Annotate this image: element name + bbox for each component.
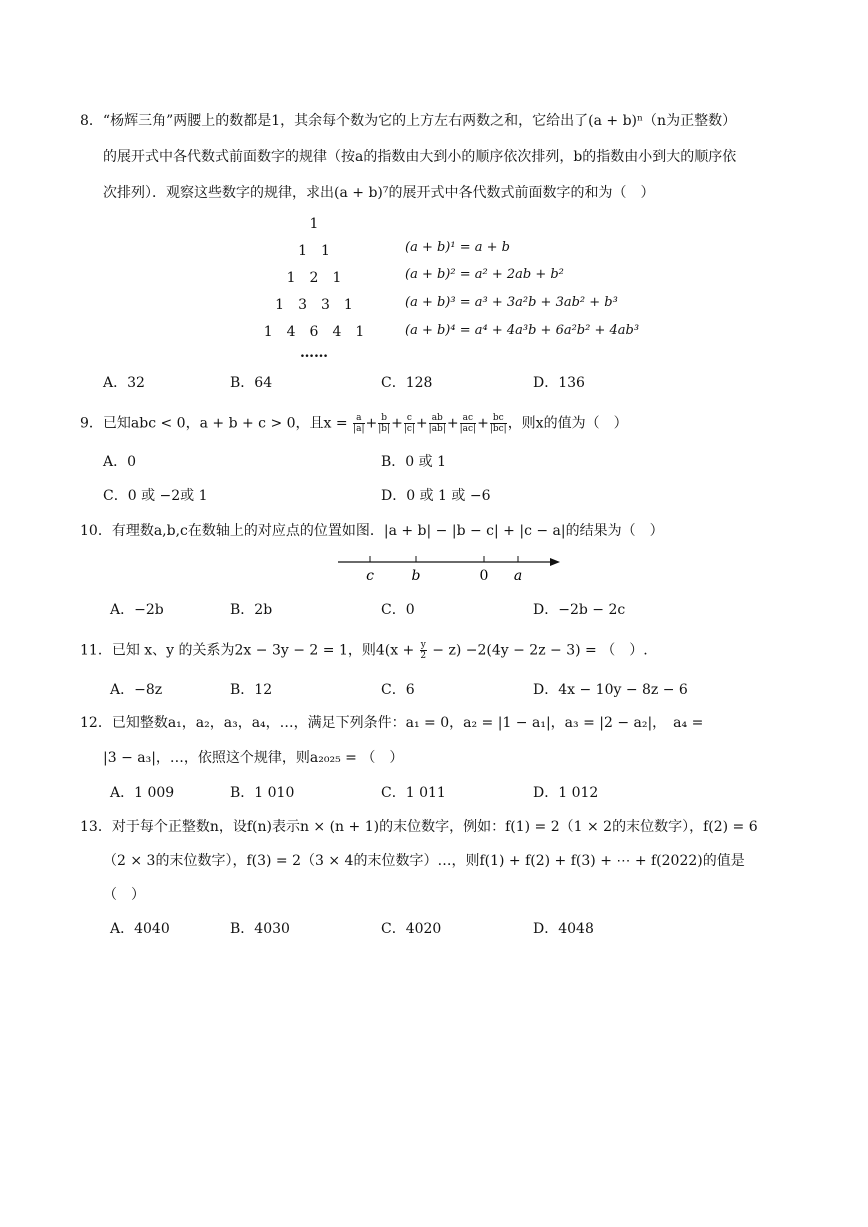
q8-option-b: B．64 bbox=[230, 375, 273, 391]
q9-frac-4: $\frac{ab}{|ab|}$ bbox=[428, 413, 446, 434]
q9-frac-5: $\frac{ac}{|ac|}$ bbox=[459, 413, 477, 434]
q9-suffix: ，则x的值为（ ） bbox=[507, 415, 628, 432]
number-line bbox=[330, 548, 570, 588]
q13-option-c: C．4020 bbox=[381, 921, 442, 937]
q9-frac-1: $\frac{a}{|a|}$ bbox=[353, 413, 365, 434]
q9-option-b: B．0 或 1 bbox=[381, 454, 447, 470]
triangle-row-4: 1 3 3 1 bbox=[275, 297, 353, 313]
q9-option-c: C．0 或 −2或 1 bbox=[103, 488, 208, 504]
q13-line-2: （2 × 3的末位数字），f(3) = 2（3 × 4的末位数字）…，则f(1) + f(2) + f(3) + ⋯ + f(2022)的值是 bbox=[103, 853, 745, 869]
q13-option-b: B．4030 bbox=[230, 921, 290, 937]
axis-label-b: b bbox=[411, 568, 421, 584]
axis-label-0: 0 bbox=[479, 568, 489, 584]
expansion-3: (a + b)³ = a³ + 3a²b + 3ab² + b³ bbox=[405, 295, 618, 310]
expansion-4: (a + b)⁴ = a⁴ + 4a³b + 6a²b² + 4ab³ bbox=[405, 323, 640, 338]
triangle-row-1: 1 bbox=[309, 216, 319, 232]
q9-option-d: D．0 或 1 或 −6 bbox=[381, 488, 491, 504]
axis-label-a: a bbox=[513, 568, 523, 584]
q10-option-d: D．−2b − 2c bbox=[533, 602, 626, 618]
q10-stem: 10．有理数a,b,c在数轴上的对应点的位置如图．|a + b| − |b − c| + |c − a|的结果为（ ） bbox=[80, 523, 664, 539]
q8-option-c: C．128 bbox=[381, 375, 433, 391]
q13-line-1: 13．对于每个正整数n，设f(n)表示n × (n + 1)的末位数字，例如：f(1) = 2（1 × 2的末位数字），f(2) = 6 bbox=[80, 819, 758, 835]
q9-stem: 9．已知abc < 0，a + b + c > 0，且x = $\frac{a}{|a|}$ + $\frac{b}{|b|}$ + $\frac{c}{|c|}$ + $\frac{ab}{|ab|}$ + $\frac{ac}{|ac|}$ + $\frac{bc}{|bc|}$ ，则x的值为（ ） bbox=[80, 413, 628, 434]
q11-option-c: C．6 bbox=[381, 682, 415, 698]
q8-line-1: 8．“杨辉三角”两腰上的数都是1，其余每个数为它的上方左右两数之和，它给出了(a + b)ⁿ（n为正整数） bbox=[80, 113, 737, 129]
q12-line-1: 12．已知整数a₁，a₂，a₃，a₄，…，满足下列条件：a₁ = 0，a₂ = |1 − a₁|，a₃ = |2 − a₂|， a₄ = bbox=[80, 715, 704, 731]
triangle-ellipsis: …… bbox=[300, 345, 328, 361]
axis-label-c: c bbox=[366, 568, 374, 584]
q13-line-3: （ ） bbox=[103, 887, 145, 903]
q9-prefix: 9．已知abc < 0，a + b + c > 0，且x = bbox=[80, 415, 353, 432]
q8-line-3: 次排列）．观察这些数字的规律，求出(a + b)⁷的展开式中各代数式前面数字的和为（ ） bbox=[103, 185, 655, 201]
expansion-1: (a + b)¹ = a + b bbox=[405, 240, 510, 255]
arrow-right-icon bbox=[550, 558, 560, 566]
triangle-row-5: 1 4 6 4 1 bbox=[263, 324, 365, 340]
q12-line-2: |3 − a₃|，…，依照这个规律，则a₂₀₂₅ = （ ） bbox=[103, 750, 404, 766]
q11-option-b: B．12 bbox=[230, 682, 273, 698]
q12-option-a: A．1 009 bbox=[110, 785, 175, 801]
triangle-row-2: 1 1 bbox=[298, 243, 330, 259]
q11-text-b: − z) −2(4y − 2z − 3) = （ ）. bbox=[427, 642, 648, 659]
q10-option-c: C．0 bbox=[381, 602, 415, 618]
q9-frac-2: $\frac{b}{|b|}$ bbox=[378, 413, 391, 434]
q13-option-a: A．4040 bbox=[110, 921, 170, 937]
q11-option-a: A．−8z bbox=[110, 682, 163, 698]
q12-option-d: D．1 012 bbox=[533, 785, 599, 801]
q11-option-d: D．4x − 10y − 8z − 6 bbox=[533, 682, 688, 698]
q12-option-c: C．1 011 bbox=[381, 785, 446, 801]
q12-option-b: B．1 010 bbox=[230, 785, 295, 801]
q9-option-a: A．0 bbox=[103, 454, 137, 470]
triangle-row-3: 1 2 1 bbox=[286, 270, 342, 286]
q11-stem bbox=[80, 640, 648, 661]
q10-option-a: A．−2b bbox=[110, 602, 164, 618]
q11-text-a: 11．已知 x、y 的关系为2x − 3y − 2 = 1，则4(x + bbox=[80, 642, 419, 659]
q13-option-d: D．4048 bbox=[533, 921, 594, 937]
q9-frac-6: $\frac{bc}{|bc|}$ bbox=[489, 413, 507, 434]
expansion-2: (a + b)² = a² + 2ab + b² bbox=[405, 267, 564, 282]
q8-option-a: A．32 bbox=[103, 375, 145, 391]
q8-line-2: 的展开式中各代数式前面数字的规律（按a的指数由大到小的顺序依次排列，b的指数由小到大的顺序依 bbox=[103, 149, 737, 165]
q9-frac-3: $\frac{c}{|c|}$ bbox=[403, 413, 415, 434]
q10-option-b: B．2b bbox=[230, 602, 273, 618]
q11-frac: $\frac{y}{2}$ bbox=[420, 640, 427, 661]
q8-option-d: D．136 bbox=[533, 375, 585, 391]
